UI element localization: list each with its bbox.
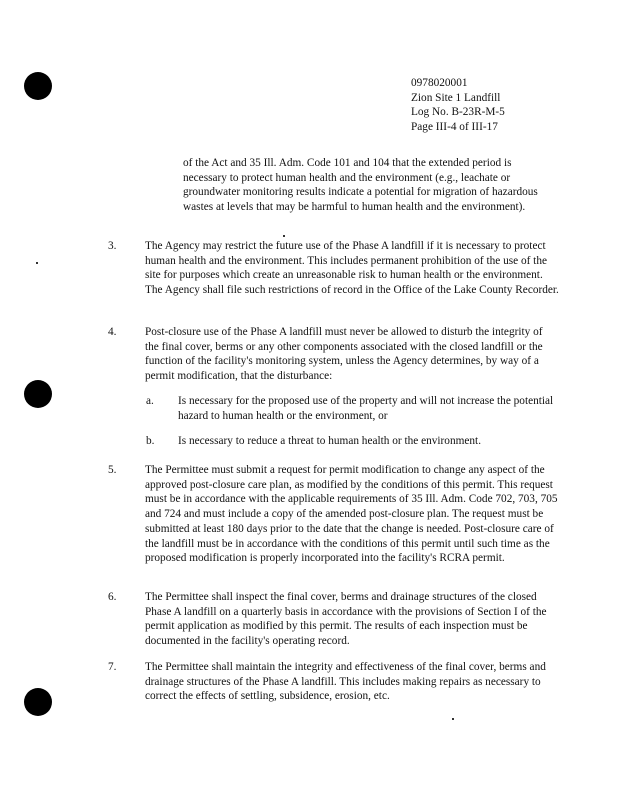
item-4a-letter: a.	[146, 395, 154, 407]
item-3-text: The Agency may restrict the future use of the Phase A landfill if it is necessary to protect human health and the environment. This includes permanent prohibition of the use of the site for purposes which create an unreasonable risk to human health or the environment. The Agency shall file such restrictions of record in the Office of the Lake County Recorder.	[145, 240, 559, 297]
binder-hole-middle	[24, 380, 52, 408]
continued-paragraph: of the Act and 35 Ill. Adm. Code 101 and 104 that the extended period is necessary to protect human health and the environment (e.g., leachate or groundwater monitoring results indicate a potential for migration of hazardous wastes at levels that may be harmful to human health and the environment).	[183, 157, 538, 214]
binder-hole-bottom	[24, 688, 52, 716]
item-4b-text: Is necessary to reduce a threat to human health or the environment.	[178, 435, 482, 447]
item-3-number: 3.	[108, 240, 117, 252]
item-6-number: 6.	[108, 591, 117, 603]
item-4a-text: Is necessary for the proposed use of the property and will not increase the potential hazard to human health or the environment, or	[178, 395, 554, 422]
binder-hole-top	[24, 72, 52, 100]
header-site: Zion Site 1 Landfill	[411, 91, 501, 104]
item-4b-letter: b.	[146, 435, 155, 447]
header-doc-id: 0978020001	[411, 77, 468, 89]
scan-speck	[283, 235, 285, 237]
document-header	[411, 76, 505, 134]
header-page: Page III-4 of III-17	[411, 120, 498, 133]
item-5-text: The Permittee must submit a request for permit modification to change any aspect of the approved post-closure care plan, as modified by the conditions of this permit. This request must be in accordance with the applicable requirements of 35 Ill. Adm. Code 702, 703, 705 and 724 and must include a copy of the amended post-closure plan. The request must be submitted at least 180 days prior to the date that the change is needed. Post-closure care of the landfill must be in accordance with the conditions of this permit until such time as the proposed modification is properly incorporated into the facility's RCRA permit.	[145, 464, 558, 565]
item-4-number: 4.	[108, 326, 117, 338]
item-5-number: 5.	[108, 464, 117, 476]
item-7-text: The Permittee shall maintain the integrity and effectiveness of the final cover, berms and drainage structures of the Phase A landfill. This includes making repairs as necessary to correct the effects of settling, subsidence, erosion, etc.	[145, 661, 546, 703]
item-6-text: The Permittee shall inspect the final cover, berms and drainage structures of the closed Phase A landfill on a quarterly basis in accordance with the provisions of Section I of the permit application as modified by this permit. The results of each inspection must be documented in the facility's operating record.	[145, 591, 547, 648]
item-7-number: 7.	[108, 661, 117, 673]
header-log-no: Log No. B-23R-M-5	[411, 106, 505, 118]
scan-speck	[452, 718, 454, 720]
item-4-text: Post-closure use of the Phase A landfill must never be allowed to disturb the integrity of the final cover, berms or any other components associated with the closed landfill or the function of the facility's monitoring system, unless the Agency determines, by way of a permit modification, that the disturbance:	[145, 326, 543, 383]
scan-speck	[36, 262, 38, 264]
